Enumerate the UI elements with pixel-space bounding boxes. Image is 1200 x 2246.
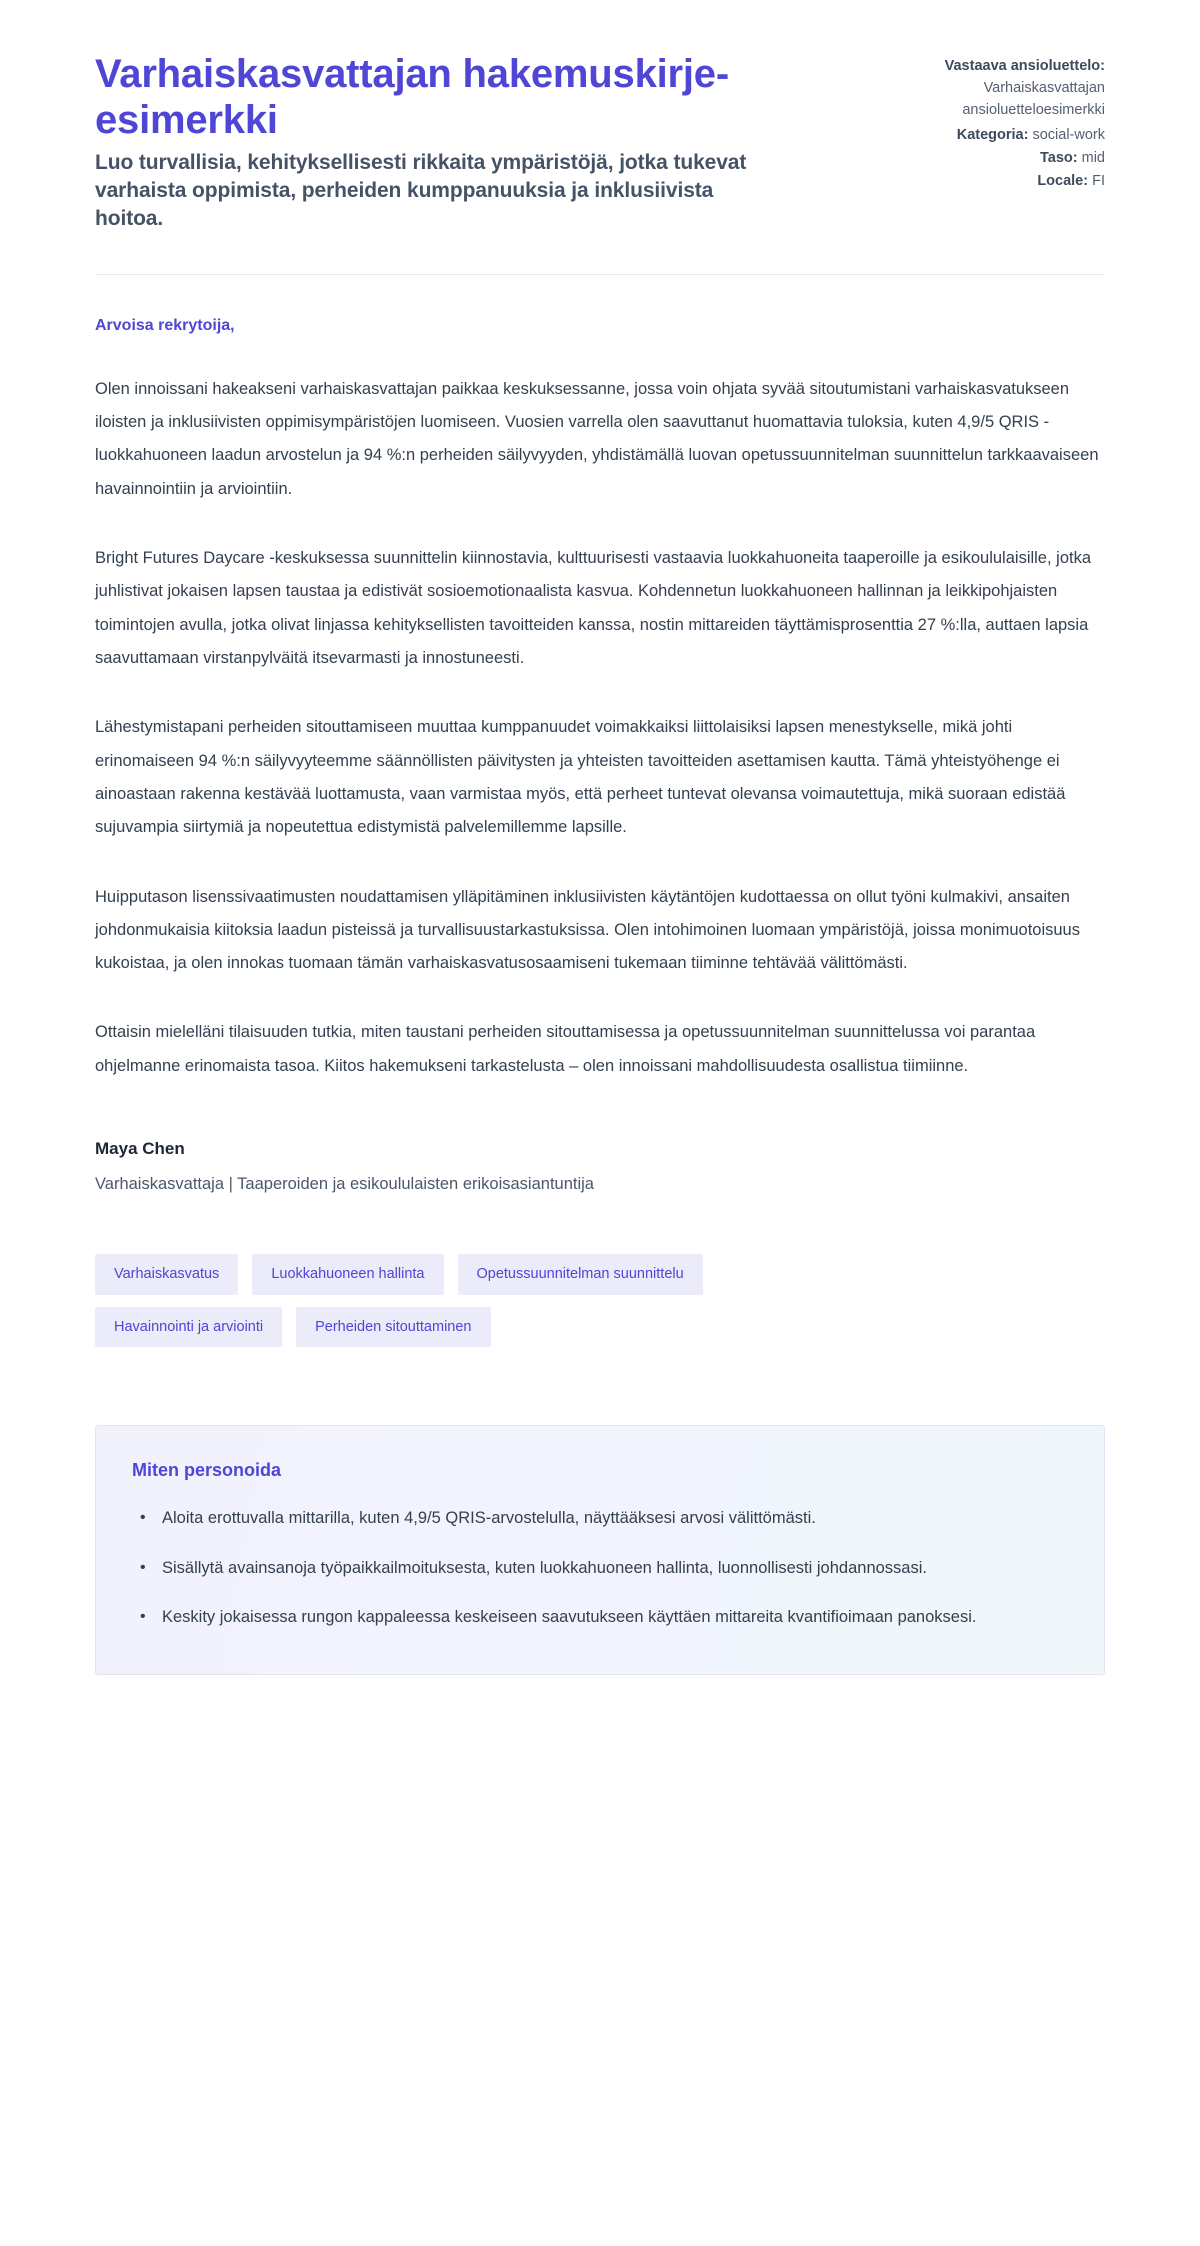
tag-chip[interactable]: Perheiden sitouttaminen	[296, 1307, 490, 1348]
meta-category-value: social-work	[1032, 127, 1105, 144]
page-title: Varhaiskasvattajan hakemuskirje-esimerkki	[95, 52, 729, 142]
document-metadata	[873, 52, 1105, 194]
signature-block	[95, 1083, 1105, 1194]
meta-locale-value: FI	[1092, 172, 1105, 189]
salutation: Arvoisa rekrytoija,	[95, 316, 235, 334]
header-title-block	[95, 52, 785, 234]
meta-category-label: Kategoria:	[956, 127, 1029, 144]
signature-role: Varhaiskasvattaja | Taaperoiden ja esikoululaisten erikoisasiantuntija	[95, 1175, 594, 1194]
meta-related-resume-label: Vastaava ansioluettelo:	[944, 58, 1105, 74]
meta-related-resume-value: Varhaiskasvattajan ansioluetteloesimerkki	[962, 79, 1105, 118]
page-subtitle: Luo turvallisia, kehityksellisesti rikkaita ympäristöjä, jotka tukevat varhaista oppimista, perheiden kumppanuuksia ja inklusiivista hoitoa.	[95, 151, 747, 231]
tag-list	[95, 1194, 835, 1347]
callout-tip-list	[132, 1503, 1068, 1634]
meta-locale	[873, 171, 1105, 193]
letter-paragraph: Ottaisin mielelläni tilaisuuden tutkia, miten taustani perheiden sitouttamisessa ja opetussuunnitelman suunnittelussa voi parantaa ohjelmanne erinomaista tasoa. Kiitos hakemukseni tarkastelusta – olen innoissani mahdollisuudesta osallistua tiimiinne.	[95, 1023, 1036, 1075]
personalization-callout	[95, 1425, 1105, 1675]
meta-category	[873, 125, 1105, 147]
meta-level-value: mid	[1081, 150, 1105, 166]
tag-chip[interactable]: Luokkahuoneen hallinta	[252, 1254, 443, 1295]
meta-level-label: Taso:	[1039, 150, 1078, 166]
meta-level	[873, 148, 1105, 170]
cover-letter-body	[95, 275, 1105, 1084]
tag-chip[interactable]: Havainnointi ja arviointi	[95, 1307, 282, 1348]
tag-chip[interactable]: Opetussuunnitelman suunnittelu	[458, 1254, 703, 1295]
page-header	[95, 52, 1105, 234]
callout-tip-item: • Aloita erottuvalla mittarilla, kuten 4,9/5 QRIS-arvostelulla, näyttääksesi arvosi välittömästi.	[158, 1503, 1068, 1535]
letter-paragraph: Lähestymistapani perheiden sitouttamiseen muuttaa kumppanuudet voimakkaiksi liittolaisiksi lapsen menestykselle, mikä johti erinomaiseen 94 %:n säilyvyyteemme säännöllisten päivitysten ja yhteisten tavoitteiden asettamisen kautta. Tämä yhteistyöhenge ei ainoastaan rakenna kestävää luottamusta, vaan varmistaa myös, että perheet tuntevat olevansa voimautettuja, mikä suoraan edistää sujuvampia siirtymiä ja nopeutettua edistymistä palvelemillemme lapsille.	[95, 718, 1066, 837]
letter-paragraph: Huipputason lisenssivaatimusten noudattamisen ylläpitäminen inklusiivisten käytäntöjen kudottaessa on ollut työni kulmakivi, ansaiten johdonmukaisia kiitoksia laadun pisteissä ja turvallisuustarkastuksissa. Olen intohimoinen luomaan ympäristöjä, joissa monimuotoisuus kukoistaa, ja olen innokas tuomaan tämän varhaiskasvatusosaamiseni tukemaan tiiminne tehtävää välittömästi.	[95, 887, 1080, 973]
callout-tip-item: • Keskity jokaisessa rungon kappaleessa keskeiseen saavutukseen käyttäen mittareita kvantifioimaan panoksesi.	[158, 1602, 1068, 1634]
callout-title: Miten personoida	[132, 1460, 282, 1481]
tag-chip[interactable]: Varhaiskasvatus	[95, 1254, 238, 1295]
meta-related-resume	[873, 56, 1105, 121]
letter-paragraph: Bright Futures Daycare -keskuksessa suunnittelin kiinnostavia, kulttuurisesti vastaavia luokkahuoneita taaperoille ja esikoululaisille, jotka juhlistivat jokaisen lapsen taustaa ja edistivät sosioemotionaalista kasvua. Kohdennetun luokkahuoneen hallinnan ja leikkipohjaisten toimintojen avulla, jotka olivat linjassa kehityksellisten tavoitteiden kanssa, nostin mittareiden täyttämisprosenttia 27 %:lla, auttaen lapsia saavuttamaan virstanpylväitä itsevarmasti ja innostuneesti.	[95, 548, 1092, 667]
callout-tip-item: • Sisällytä avainsanoja työpaikkailmoituksesta, kuten luokkahuoneen hallinta, luonnollisesti johdannossasi.	[158, 1553, 1068, 1585]
meta-locale-label: Locale:	[1037, 172, 1089, 189]
signature-name: Maya Chen	[95, 1139, 185, 1159]
letter-paragraph: Olen innoissani hakeakseni varhaiskasvattajan paikkaa keskuksessanne, jossa voin ohjata syvää sitoutumistani varhaiskasvatukseen iloisten ja inklusiivisten oppimisympäristöjen luomiseen. Vuosien varrella olen saavuttanut huomattavia tuloksia, kuten 4,9/5 QRIS -luokkahuoneen laadun arvostelun ja 94 %:n perheiden säilyvyyden, yhdistämällä luovan opetussuunnitelman suunnittelun tarkkaavaiseen havainnointiin ja arviointiin.	[95, 379, 1099, 498]
page-content	[95, 0, 1105, 1675]
